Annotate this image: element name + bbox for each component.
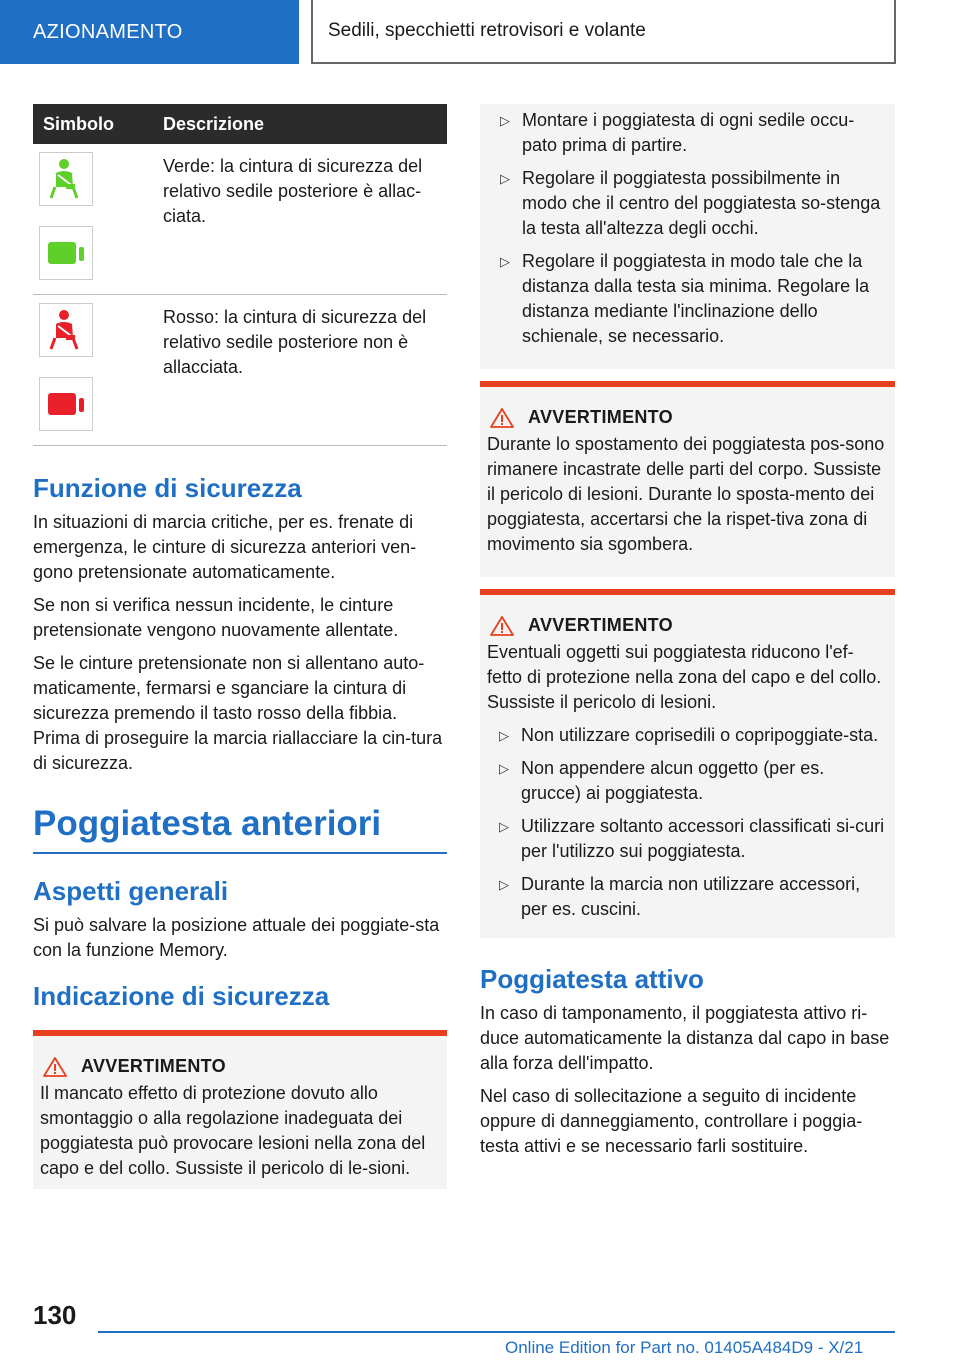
bullet-icon: ▷ [500,171,510,186]
list-item [487,723,888,748]
list-item-text: Durante la marcia non utilizzare accessori, per es. cuscini. [521,874,861,919]
warning-title-text: AVVERTIMENTO [81,1056,226,1076]
warning-box [33,1030,447,1189]
warning-triangle-icon [490,616,514,636]
aspetti-paragraph: Si può salvare la posizione attuale dei poggiate-sta con la funzione Memory. [33,915,440,960]
warning-triangle-icon [490,408,514,428]
left-column [33,104,447,1189]
warning-text: Il mancato effetto di protezione dovuto allo smontaggio o alla regolazione inadeguata dei poggiatesta può provocare lesioni nella zona del capo e del collo. Sussiste il pericolo di le-sioni. [40,1083,426,1178]
list-item-text: Non appendere alcun oggetto (per es. grucce) ai poggiatesta. [521,758,825,803]
table-header-symbol: Simbolo [43,113,114,134]
table-header [33,104,447,144]
list-item-text: Non utilizzare coprisedili o copripoggiate-sta. [521,725,879,745]
right-column [480,104,895,1167]
headrest-instructions-box [480,104,895,369]
table-cell-symbol [33,295,163,445]
rear-seat-indicator-green-icon [39,226,93,280]
funzione-paragraph: Se non si verifica nessun incidente, le cinture pretensionate vengono nuovamente allentate. [33,595,399,640]
bullet-icon: ▷ [499,728,509,743]
attivo-paragraph: Nel caso di sollecitazione a seguito di incidente oppure di danneggiamento, controllare i poggia-testa attivi e se necessario farli sostituire. [480,1086,863,1156]
bullet-icon: ▷ [499,761,509,776]
instruction-list [488,108,887,349]
footer-rule [98,1331,895,1333]
indicazione-heading: Indicazione di sicurezza [33,981,330,1011]
list-item [488,249,887,349]
list-item-text: Utilizzare soltanto accessori classificati si-curi per l'utilizzo sui poggiatesta. [521,816,885,861]
list-item-text: Regolare il poggiatesta in modo tale che la distanza dalla testa sia minima. Regolare la distanza mediante l'inclinazione dello schienale, se necessario. [522,251,870,346]
bullet-icon: ▷ [500,113,510,128]
list-item-text: Regolare il poggiatesta possibilmente in modo che il centro del poggiatesta so-stenga la testa all'altezza degli occhi. [522,168,881,238]
list-item [488,108,887,158]
rear-seat-indicator-red-icon [39,377,93,431]
bullet-icon: ▷ [499,819,509,834]
warning-triangle-icon [43,1057,67,1077]
section-tab [0,0,299,64]
page-number: 130 [33,1300,77,1330]
warning-box [480,381,895,577]
warning-title-text: AVVERTIMENTO [528,615,673,635]
warning-title [487,615,888,636]
section-title: AZIONAMENTO [33,20,183,43]
edition-text: Online Edition for Part no. 01405A484D9 - X/21 [505,1338,864,1357]
table-row [33,295,447,446]
warning-title [40,1056,440,1077]
page-section-title: Poggiatesta anteriori [33,804,447,854]
warning-text: Durante lo spostamento dei poggiatesta pos-sono rimanere incastrate delle parti del corpo. Sussiste il pericolo di lesioni. Durante lo sposta-mento dei poggiatesta, accertarsi che la rispet-tiva zona di movimento sia sgombera. [487,434,885,554]
bullet-icon: ▷ [500,254,510,269]
list-item [487,756,888,806]
warning-title-text: AVVERTIMENTO [528,407,673,427]
warning-box [480,589,895,938]
funzione-paragraph: In situazioni di marcia critiche, per es. frenate di emergenza, le cinture di sicurezza anteriori ven-gono pretensionate automaticamente. [33,512,417,582]
list-item [488,166,887,241]
table-cell-description: Rosso: la cintura di sicurezza del relativo sedile posteriore non è allacciata. [163,307,427,377]
list-item-text: Montare i poggiatesta di ogni sedile occu-pato prima di partire. [522,110,855,155]
funzione-heading: Funzione di sicurezza [33,473,302,503]
warning-title [487,407,888,428]
list-item [487,872,888,922]
chapter-header [311,0,896,64]
aspetti-heading: Aspetti generali [33,876,229,906]
funzione-paragraph: Se le cinture pretensionate non si allentano auto-maticamente, fermarsi e sganciare la cintura di sicurezza premendo il tasto rosso della fibbia. Prima di proseguire la marcia riallacciare la cin-tura di sicurezza. [33,653,443,773]
list-item [487,814,888,864]
table-header-description: Descrizione [163,113,265,134]
symbol-table [33,104,447,446]
attivo-paragraph: In caso di tamponamento, il poggiatesta attivo ri-duce automaticamente la distanza dal capo in base alla forza dell'impatto. [480,1003,890,1073]
seatbelt-unfastened-red-icon [39,303,93,357]
attivo-heading: Poggiatesta attivo [480,964,704,994]
warning-list [487,723,888,922]
bullet-icon: ▷ [499,877,509,892]
warning-text: Eventuali oggetti sui poggiatesta riducono l'ef-fetto di protezione nella zona del capo e del collo. Sussiste il pericolo di lesioni. [487,642,882,712]
table-cell-description: Verde: la cintura di sicurezza del relativo sedile posteriore è allac-ciata. [163,156,423,226]
seatbelt-fastened-green-icon [39,152,93,206]
table-cell-symbol [33,144,163,294]
chapter-title: Sedili, specchietti retrovisori e volante [328,20,646,41]
table-row [33,144,447,295]
